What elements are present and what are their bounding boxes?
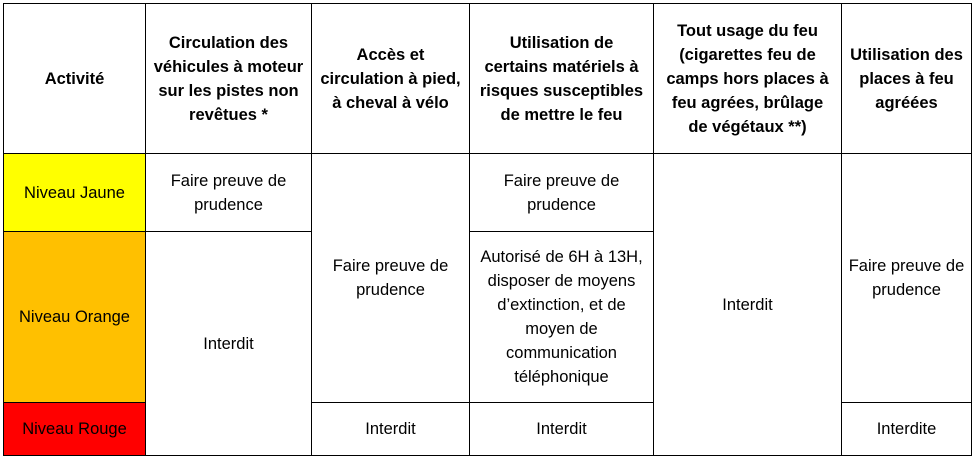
level-orange: Niveau Orange <box>4 232 146 403</box>
header-places: Utilisation des places à feu agréées <box>842 4 972 154</box>
materials-orange-cell: Autorisé de 6H à 13H, disposer de moyens d’extinction, et de moyen de communication téléphonique <box>470 232 654 403</box>
places-red-cell: Interdite <box>842 403 972 456</box>
level-yellow: Niveau Jaune <box>4 154 146 232</box>
materials-red-cell: Interdit <box>470 403 654 456</box>
vehicles-orange-red-cell: Interdit <box>146 232 312 456</box>
vehicles-yellow-cell: Faire preuve de prudence <box>146 154 312 232</box>
header-row <box>4 4 972 154</box>
header-activity: Activité <box>4 4 146 154</box>
materials-yellow-cell: Faire preuve de prudence <box>470 154 654 232</box>
access-yellow-orange-cell: Faire preuve de prudence <box>312 154 470 403</box>
header-vehicles: Circulation des véhicules à moteur sur les pistes non revêtues * <box>146 4 312 154</box>
access-red-cell: Interdit <box>312 403 470 456</box>
row-yellow <box>4 154 972 232</box>
header-materials: Utilisation de certains matériels à risques susceptibles de mettre le feu <box>470 4 654 154</box>
header-fire: Tout usage du feu (cigarettes feu de camps hors places à feu agrées, brûlage de végétaux **) <box>654 4 842 154</box>
header-access: Accès et circulation à pied, à cheval à vélo <box>312 4 470 154</box>
fire-all-cell: Interdit <box>654 154 842 456</box>
level-red: Niveau Rouge <box>4 403 146 456</box>
restrictions-table <box>3 3 972 456</box>
places-yellow-orange-cell: Faire preuve de prudence <box>842 154 972 403</box>
